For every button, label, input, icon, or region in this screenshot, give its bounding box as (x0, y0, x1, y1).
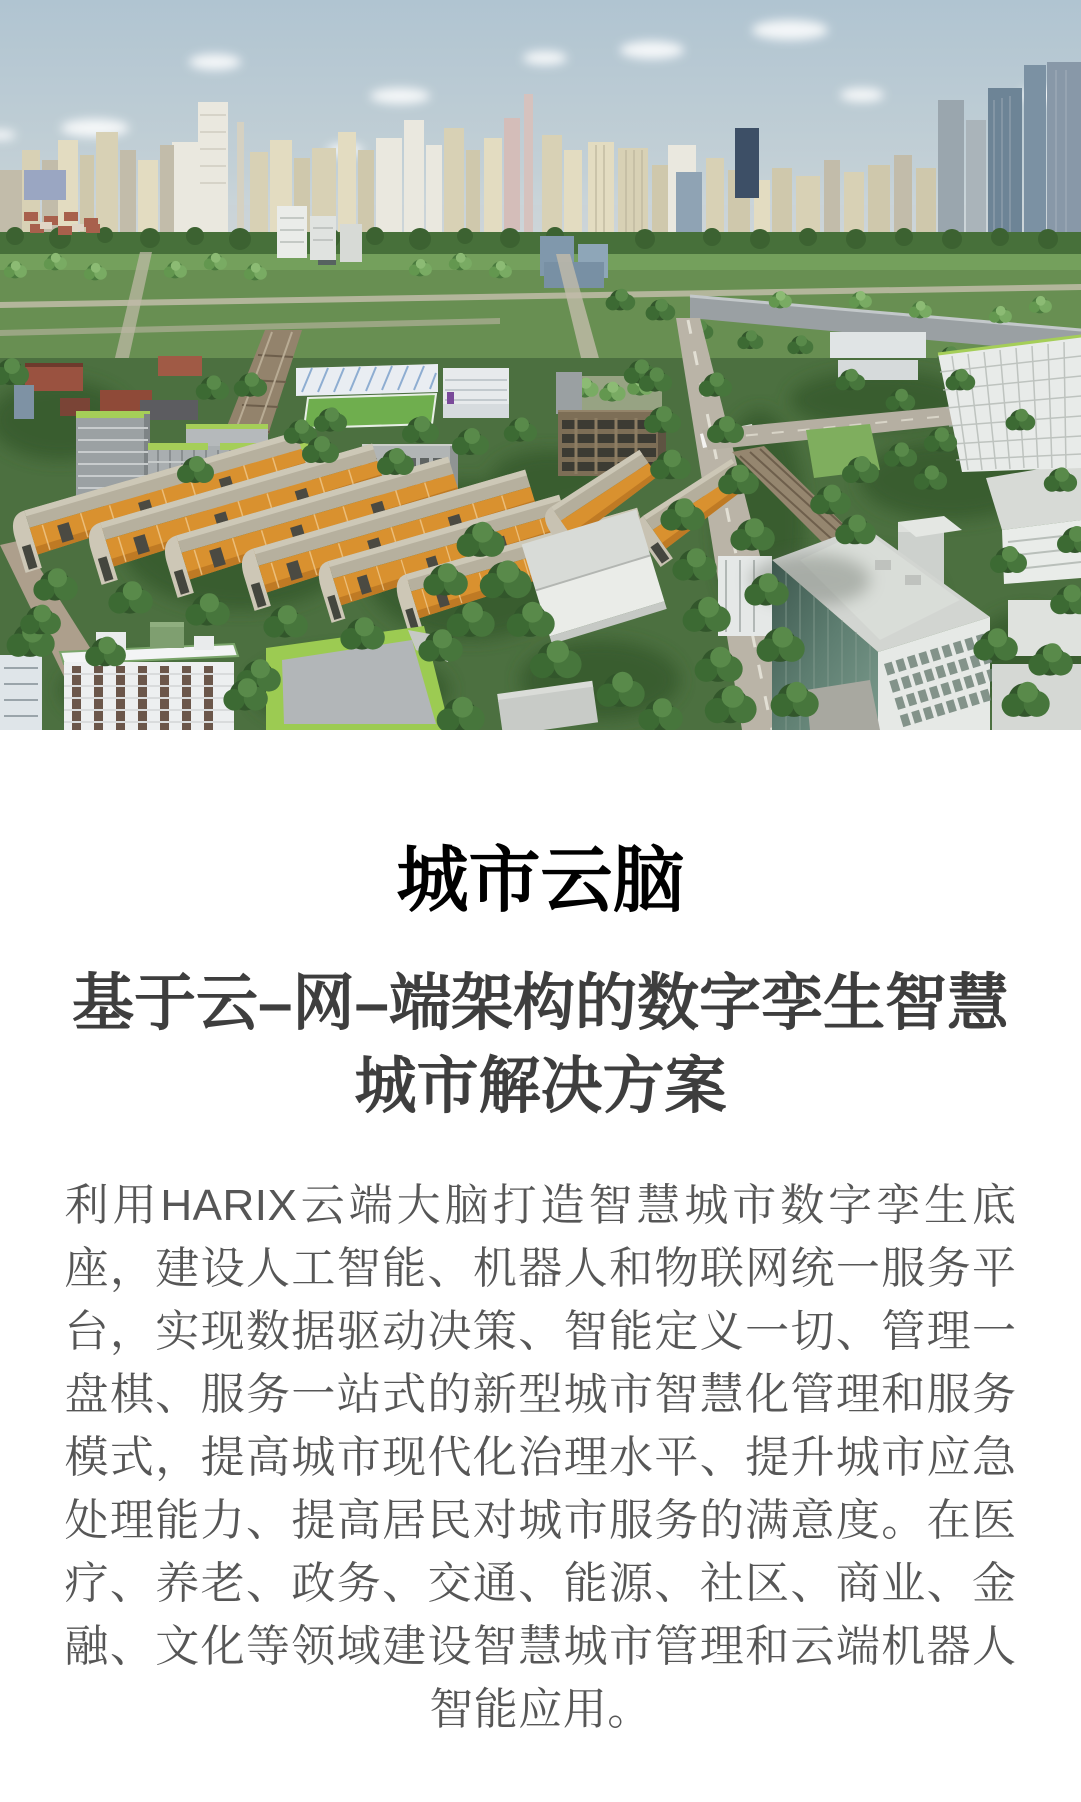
content-section (0, 838, 1081, 1741)
hero-city-svg (0, 0, 1081, 730)
hero-city-image (0, 0, 1081, 730)
foreground-district (0, 318, 1081, 730)
page-title: 城市云脑 (396, 841, 685, 921)
body-paragraph: 利用HARIX云端大脑打造智慧城市数字孪生底座，建设人工智能、机器人和物联网统一服务平台，实现数据驱动决策、智能定义一切、管理一盘棋、服务一站式的新型城市智慧化管理和服务模式，提高城市现代化治理水平、提升城市应急处理能力、提高居民对城市服务的满意度。在医疗、养老、政务、交通、能源、社区、商业、金融、文化等领域建设智慧城市管理和云端机器人智能应用。 (64, 1181, 1017, 1734)
page-subtitle: 基于云–网–端架构的数字孪生智慧城市解决方案 (72, 969, 1009, 1121)
